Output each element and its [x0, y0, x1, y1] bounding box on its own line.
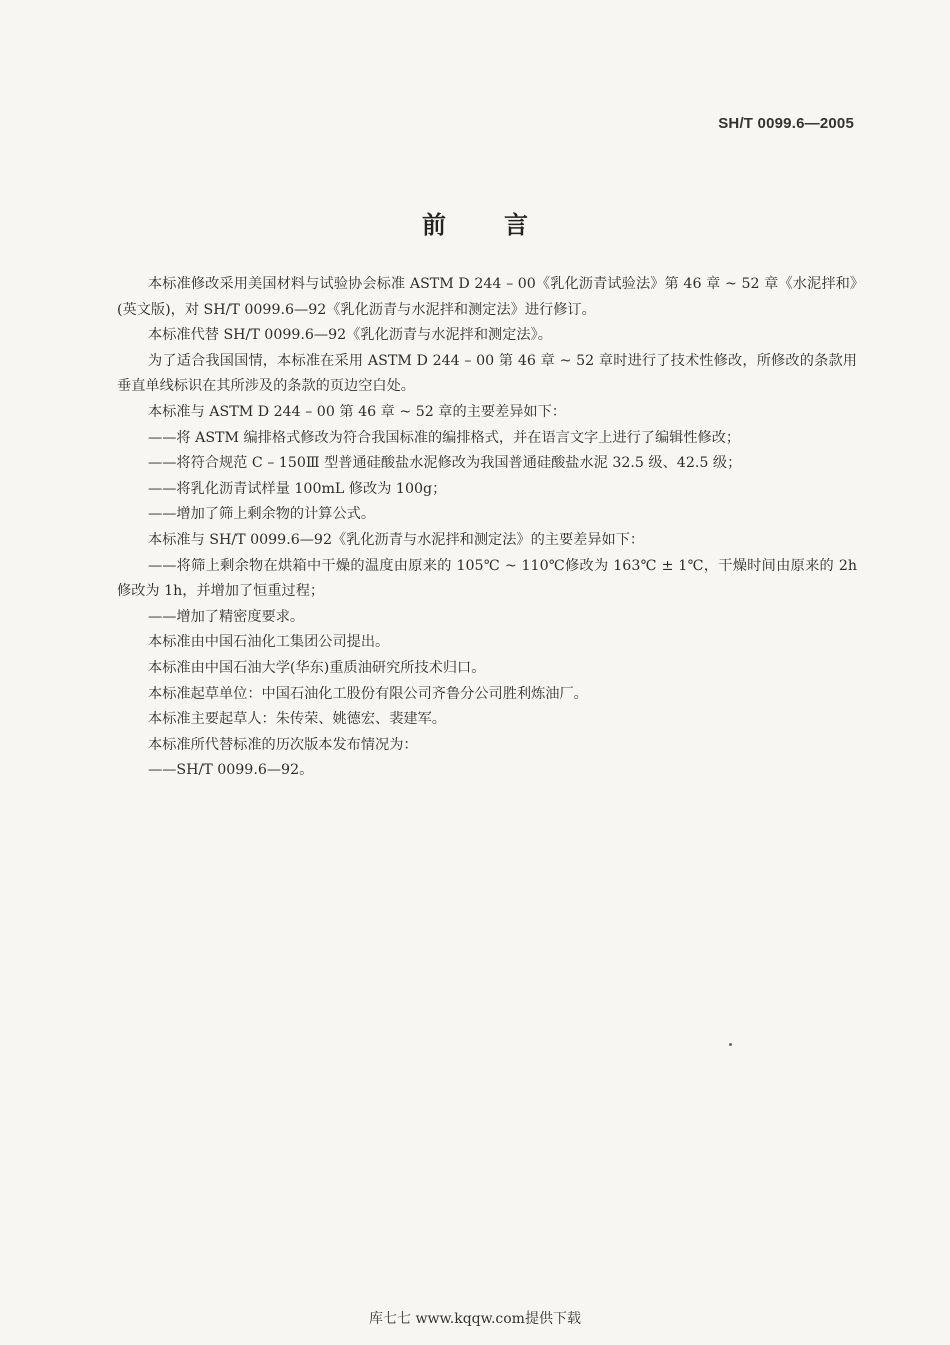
paragraph-drafters: 本标准主要起草人：朱传荣、姚德宏、裴建军。 — [148, 711, 446, 728]
version-history-item: ——SH/T 0099.6—92。 — [148, 762, 314, 779]
paragraph-proposed-by: 本标准由中国石油化工集团公司提出。 — [148, 634, 390, 651]
astm-difference-item: ——将乳化沥青试样量 100mL 修改为 100g； — [148, 480, 447, 497]
paragraph-replaces: 本标准代替 SH/T 0099.6—92《乳化沥青与水泥拌和测定法》。 — [148, 327, 552, 344]
page-title: 前言 — [422, 211, 586, 239]
sh-difference-item: ——将筛上剩余物在烘箱中干燥的温度由原来的 105℃ ~ 110℃修改为 163℃ ± 1℃，干燥时间由原来的 2h 修改为 1h，并增加了恒重过程； — [117, 557, 857, 600]
paragraph-version-history-intro: 本标准所代替标准的历次版本发布情况为： — [148, 736, 418, 753]
paragraph-astm-diff-intro: 本标准与 ASTM D 244 – 00 第 46 章 ~ 52 章的主要差异如下： — [148, 403, 566, 420]
astm-difference-item: ——将 ASTM 编排格式修改为符合我国标准的编排格式，并在语言文字上进行了编辑性修改； — [148, 429, 741, 446]
astm-difference-item: ——将符合规范 C – 150Ⅲ 型普通硅酸盐水泥修改为我国普通硅酸盐水泥 32.5 级、42.5 级； — [148, 455, 742, 472]
foreword-body — [117, 272, 857, 784]
paragraph-drafting-unit: 本标准起草单位：中国石油化工股份有限公司齐鲁分公司胜利炼油厂。 — [148, 685, 588, 702]
scan-speck — [729, 1043, 732, 1046]
paragraph-adoption: 本标准修改采用美国材料与试验协会标准 ASTM D 244 – 00《乳化沥青试验法》第 46 章 ~ 52 章《水泥拌和》(英文版)，对 SH/T 0099.6—92《乳化沥青与水泥拌和测定法》进行修订。 — [117, 276, 857, 318]
paragraph-modification: 为了适合我国国情，本标准在采用 ASTM D 244 – 00 第 46 章 ~ 52 章时进行了技术性修改，所修改的条款用垂直单线标识在其所涉及的条款的页边空白处。 — [117, 352, 857, 395]
paragraph-sh-diff-intro: 本标准与 SH/T 0099.6—92《乳化沥青与水泥拌和测定法》的主要差异如下： — [148, 531, 645, 548]
paragraph-technical-authority: 本标准由中国石油大学(华东)重质油研究所技术归口。 — [148, 659, 486, 676]
sh-difference-item: ——增加了精密度要求。 — [148, 608, 305, 625]
download-footer: 库七七 www.kqqw.com提供下载 — [369, 1311, 581, 1327]
astm-difference-item: ——增加了筛上剩余物的计算公式。 — [148, 506, 376, 523]
document-code: SH/T 0099.6—2005 — [718, 115, 854, 132]
